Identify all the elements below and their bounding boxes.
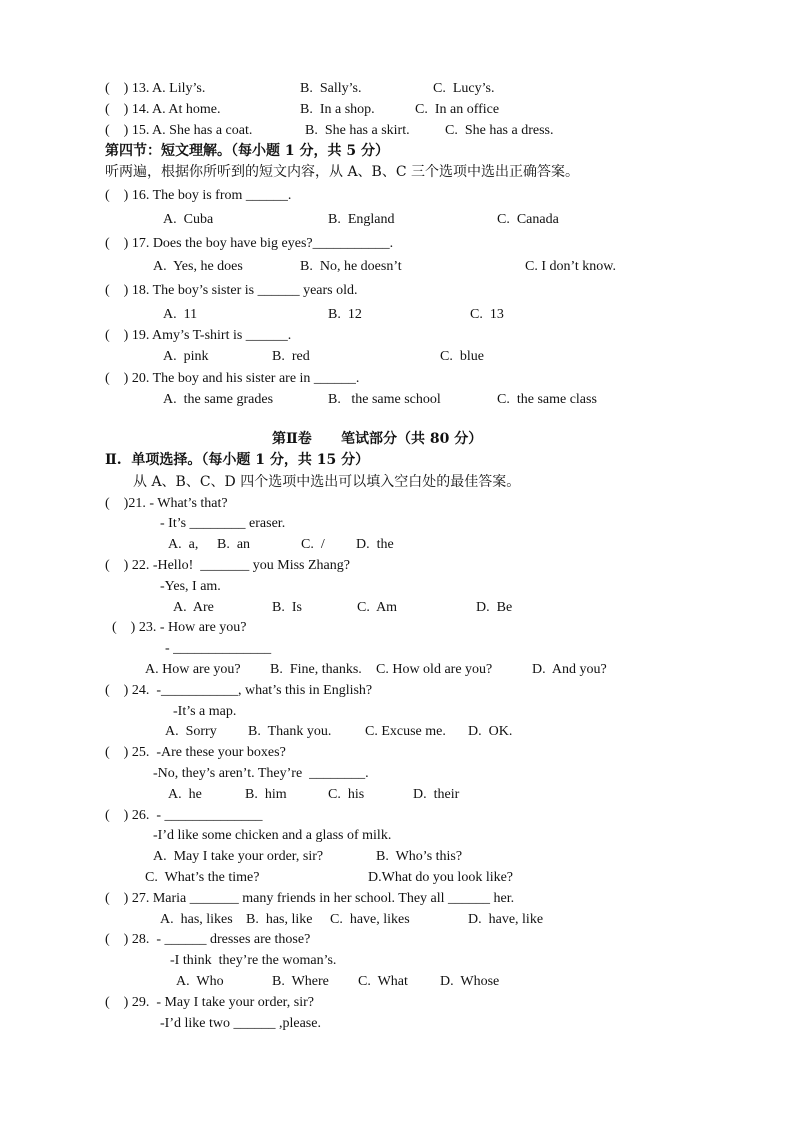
option-c: C. the same class <box>497 392 597 407</box>
section-heading: Ⅱ. 单项选择。（每小题 1 分，共 15 分） <box>105 452 370 468</box>
question-stem: ( ) 23. - How are you? <box>112 620 247 635</box>
option-b: B. No, he doesn’t <box>300 259 402 274</box>
option-d: D. Be <box>476 600 513 615</box>
option-b: B. Who’s this? <box>376 849 463 864</box>
option-b: B. an <box>217 537 251 552</box>
question-stem: ( ) 18. The boy’s sister is ______ years old. <box>105 283 358 298</box>
option-a: A. Sorry <box>165 724 217 739</box>
option-a: A. Are <box>173 600 214 615</box>
question-stem: ( ) 19. Amy’s T-shirt is ______. <box>105 328 292 343</box>
option-d: D. their <box>413 787 460 802</box>
option-b: B. England <box>328 212 395 227</box>
option-c: C. In an office <box>415 102 500 117</box>
section-instruction: 从 A、B、C、D 四个选项中选出可以填入空白处的最佳答案。 <box>133 474 521 490</box>
question-stem: ( ) 17. Does the boy have big eyes?___________. <box>105 236 394 251</box>
question-response: -Yes, I am. <box>160 579 221 594</box>
part-title: 第Ⅱ卷 笔试部分（共 80 分） <box>272 431 483 447</box>
option-b: B. red <box>272 349 310 364</box>
option-c: C. What’s the time? <box>145 870 260 885</box>
option-b: B. Where <box>272 974 329 989</box>
question-stem: ( ) 29. - May I take your order, sir? <box>105 995 314 1010</box>
option-c: C. What <box>358 974 408 989</box>
question-stem: ( ) 16. The boy is from ______. <box>105 188 292 203</box>
option-b: B. has, like <box>246 912 313 927</box>
option-a: A. pink <box>163 349 209 364</box>
option-c: C. blue <box>440 349 484 364</box>
option-c: C. Excuse me. <box>365 724 446 739</box>
option-c: C. Am <box>357 600 398 615</box>
option-b: B. Is <box>272 600 302 615</box>
option-d: D. And you? <box>532 662 607 677</box>
question-response: -It’s a map. <box>173 704 237 719</box>
option-b: B. the same school <box>328 392 441 407</box>
option-b: B. Sally’s. <box>300 81 362 96</box>
section-instruction: 听两遍，根据你所听到的短文内容，从 A、B、C 三个选项中选出正确答案。 <box>105 164 580 180</box>
option-a: A. May I take your order, sir? <box>153 849 324 864</box>
option-d: D. the <box>356 537 394 552</box>
question-stem: ( ) 27. Maria _______ many friends in her school. They all ______ her. <box>105 891 515 906</box>
option-a: A. has, likes <box>160 912 233 927</box>
option-b: B. In a shop. <box>300 102 375 117</box>
option-a: A. the same grades <box>163 392 274 407</box>
option-c: C. Lucy’s. <box>433 81 495 96</box>
section-heading: 第四节：短文理解。（每小题 1 分，共 5 分） <box>105 143 389 159</box>
option-b: B. him <box>245 787 287 802</box>
option-d: D. have, like <box>468 912 544 927</box>
option-c: C. I don’t know. <box>525 259 616 274</box>
option-c: C. How old are you? <box>376 662 493 677</box>
option-a: A. Who <box>176 974 224 989</box>
option-c: C. 13 <box>470 307 504 322</box>
question-response: -No, they’s aren’t. They’re ________. <box>153 766 369 781</box>
option-b: B. She has a skirt. <box>305 123 410 138</box>
option-b: B. Thank you. <box>248 724 332 739</box>
question-response: -I think they’re the woman’s. <box>170 953 337 968</box>
option-d: D. Whose <box>440 974 500 989</box>
question-stem: ( ) 25. -Are these your boxes? <box>105 745 286 760</box>
option-c: C. Canada <box>497 212 559 227</box>
question-response: -I’d like some chicken and a glass of milk. <box>153 828 392 843</box>
option-b: B. Fine, thanks. <box>270 662 362 677</box>
question-stem: ( ) 20. The boy and his sister are in ______. <box>105 371 360 386</box>
question-stem: ( ) 26. - ______________ <box>105 808 263 823</box>
question-response: - It’s ________ eraser. <box>160 516 286 531</box>
option-a: A. a, <box>168 537 199 552</box>
option-a: A. 11 <box>163 307 198 322</box>
question-stem: ( ) 24. -___________, what’s this in English? <box>105 683 373 698</box>
question-stem: ( ) 22. -Hello! _______ you Miss Zhang? <box>105 558 350 573</box>
option-a: A. How are you? <box>145 662 241 677</box>
question-response: -I’d like two ______ ,please. <box>160 1016 321 1031</box>
question-stem: ( )21. - What’s that? <box>105 496 228 511</box>
option-c: C. She has a dress. <box>445 123 554 138</box>
question-stem: ( ) 13. A. Lily’s. <box>105 81 206 96</box>
option-c: C. his <box>328 787 365 802</box>
question-stem: ( ) 28. - ______ dresses are those? <box>105 932 311 947</box>
option-a: A. he <box>168 787 202 802</box>
option-a: A. Cuba <box>163 212 214 227</box>
option-d: D. OK. <box>468 724 513 739</box>
option-c: C. / <box>301 537 325 552</box>
option-d: D.What do you look like? <box>368 870 514 885</box>
question-stem: ( ) 15. A. She has a coat. <box>105 123 253 138</box>
option-c: C. have, likes <box>330 912 410 927</box>
question-stem: ( ) 14. A. At home. <box>105 102 221 117</box>
question-response: - ______________ <box>165 641 272 656</box>
option-b: B. 12 <box>328 307 362 322</box>
option-a: A. Yes, he does <box>153 259 243 274</box>
